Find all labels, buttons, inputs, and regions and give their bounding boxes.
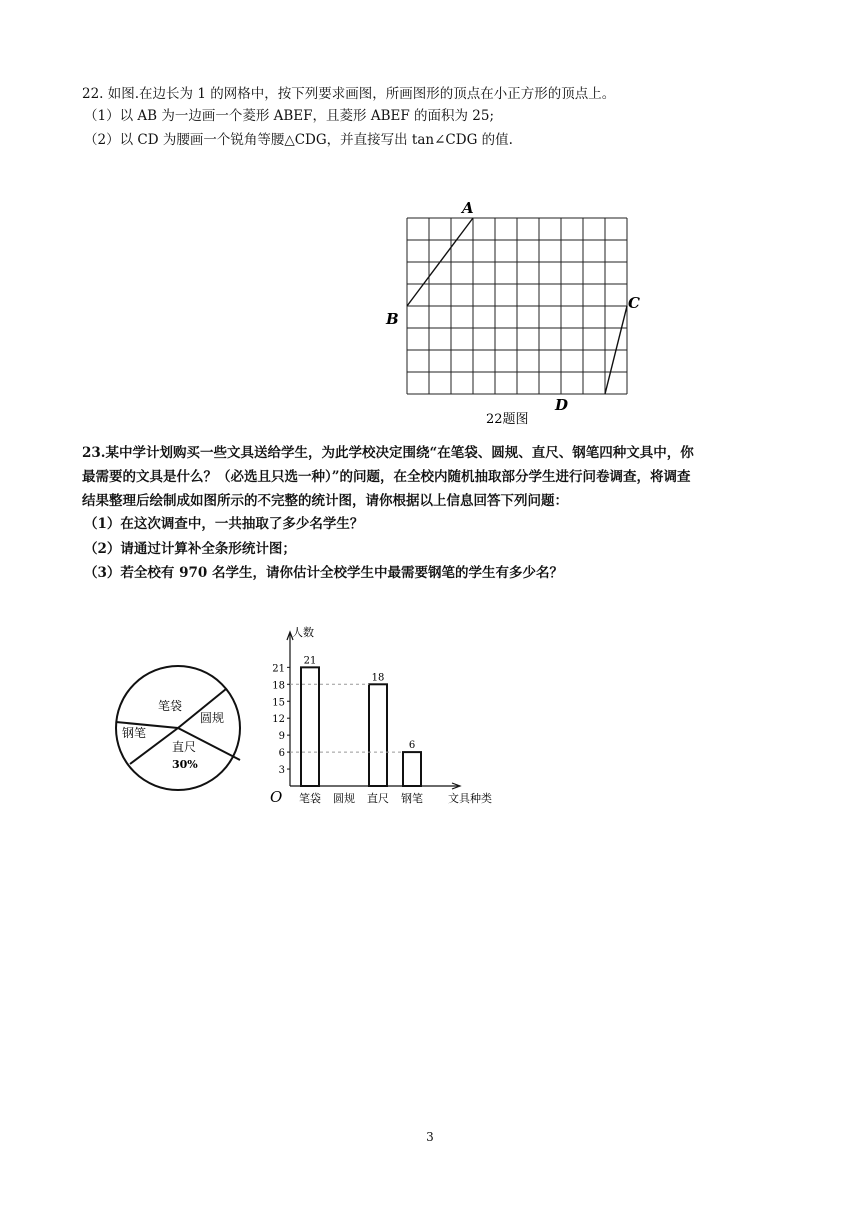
bar bbox=[403, 752, 421, 786]
label-d: D bbox=[555, 396, 569, 414]
bar-data-label: 6 bbox=[408, 740, 416, 752]
category-label: 圆规 bbox=[333, 792, 355, 805]
bar bbox=[301, 667, 319, 786]
category-label: 钢笔 bbox=[401, 792, 423, 805]
pie-label-compass: 圆规 bbox=[200, 711, 225, 725]
bar-chart bbox=[262, 622, 512, 812]
x-axis-label: 文具种类 bbox=[448, 792, 492, 805]
q23-part1: （1）在这次调查中，一共抽取了多少名学生？ bbox=[84, 516, 364, 532]
q23-part3: （3）若全校有 970 名学生，请你估计全校学生中最需要钢笔的学生有多少名？ bbox=[84, 565, 563, 581]
category-label: 直尺 bbox=[367, 792, 389, 805]
label-a: A bbox=[462, 199, 474, 217]
y-tick-label: 12 bbox=[272, 714, 285, 726]
y-tick-label: 15 bbox=[272, 697, 285, 709]
q23-part2: （2）请通过计算补全条形统计图； bbox=[84, 541, 296, 557]
q23-text-line3: 结果整理后绘制成如图所示的不完整的统计图，请你根据以上信息回答下列问题： bbox=[82, 493, 568, 509]
y-tick-label: 18 bbox=[272, 680, 285, 692]
q22-title: 22. 如图.在边长为 1 的网格中，按下列要求画图，所画图形的顶点在小正方形的顶点上。 bbox=[82, 86, 616, 102]
category-label: 笔袋 bbox=[299, 792, 321, 805]
figure-caption: 22题图 bbox=[486, 412, 529, 427]
q22-part1: （1）以 AB 为一边画一个菱形 ABEF，且菱形 ABEF 的面积为 25; bbox=[84, 108, 495, 124]
label-b: B bbox=[386, 310, 399, 328]
bar-data-label: 21 bbox=[303, 655, 317, 667]
y-tick-label: 21 bbox=[272, 663, 285, 675]
pie-label-ruler: 直尺 bbox=[172, 740, 197, 754]
q23-text-line1: 23.某中学计划购买一些文具送给学生，为此学校决定围绕“在笔袋、圆规、直尺、钢笔四种文具中，你 bbox=[82, 445, 694, 461]
pie-label-pen: 钢笔 bbox=[122, 726, 147, 740]
y-axis-label: 人数 bbox=[292, 626, 314, 639]
y-tick-label: 3 bbox=[278, 765, 285, 777]
q22-part2: （2）以 CD 为腰画一个锐角等腰△CDG，并直接写出 tan∠CDG 的值. bbox=[84, 132, 513, 148]
page-number: 3 bbox=[426, 1130, 434, 1144]
q23-text-line2: 最需要的文具是什么？（必选且只选一种）”的问题，在全校内随机抽取部分学生进行问卷调查，将调查 bbox=[82, 469, 691, 485]
bar bbox=[369, 684, 387, 786]
y-tick-label: 6 bbox=[278, 748, 285, 760]
pie-label-pencil-bag: 笔袋 bbox=[158, 699, 183, 713]
pie-percent-label: 30% bbox=[172, 758, 198, 771]
q22-grid-figure bbox=[380, 196, 640, 436]
origin-label: O bbox=[270, 788, 283, 806]
pie-chart bbox=[112, 660, 248, 796]
y-tick-label: 9 bbox=[278, 731, 285, 743]
bar-data-label: 18 bbox=[371, 672, 385, 684]
label-c: C bbox=[628, 294, 640, 312]
